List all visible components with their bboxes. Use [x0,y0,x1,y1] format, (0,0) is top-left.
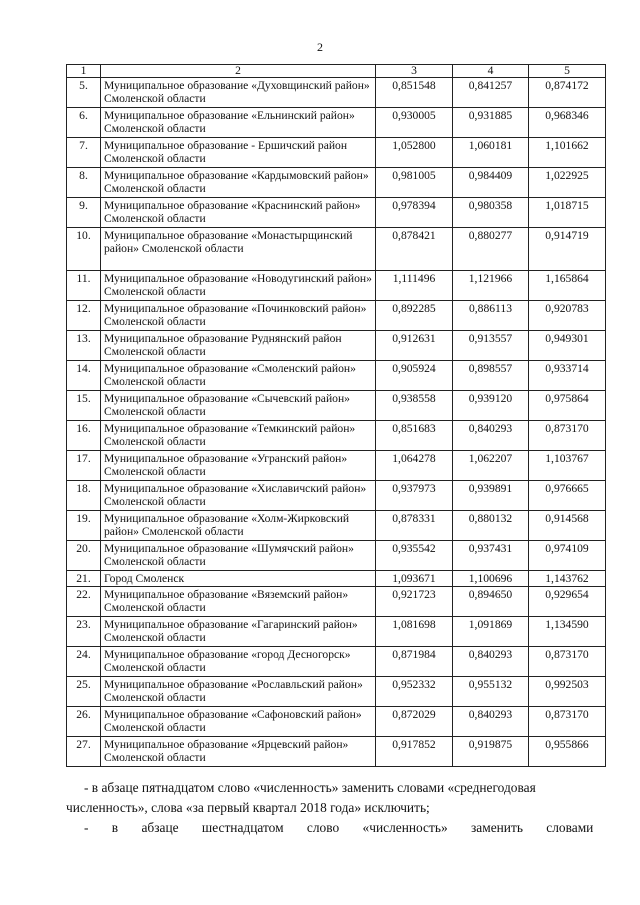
value-col-3: 0,912631 [376,331,453,361]
table-row [67,571,606,587]
value-col-3: 1,093671 [376,571,453,587]
value-col-3: 0,878421 [376,228,453,271]
municipality-name: Муниципальное образование «Хиславичский район» Смоленской области [101,481,376,511]
value-col-3: 0,878331 [376,511,453,541]
value-col-5: 0,920783 [529,301,606,331]
coefficients-table [66,64,606,767]
municipality-name: Муниципальное образование «Сафоновский район» Смоленской области [101,707,376,737]
value-col-3: 1,111496 [376,271,453,301]
value-col-4: 0,886113 [453,301,529,331]
table-row [67,78,606,108]
header-col-5: 5 [529,65,606,78]
municipality-name: Муниципальное образование «Рославльский район» Смоленской области [101,677,376,707]
value-col-3: 0,937973 [376,481,453,511]
value-col-3: 1,081698 [376,617,453,647]
municipality-name: Муниципальное образование «Сычевский район» Смоленской области [101,391,376,421]
value-col-4: 0,937431 [453,541,529,571]
value-col-4: 1,091869 [453,617,529,647]
value-col-4: 0,955132 [453,677,529,707]
value-col-3: 0,981005 [376,168,453,198]
value-col-3: 1,064278 [376,451,453,481]
municipality-name: Муниципальное образование «Новодугинский район» Смоленской области [101,271,376,301]
value-col-4: 0,880277 [453,228,529,271]
value-col-5: 1,022925 [529,168,606,198]
row-number: 10. [67,228,101,271]
value-col-4: 1,121966 [453,271,529,301]
value-col-4: 0,919875 [453,737,529,767]
municipality-name: Муниципальное образование «Шумячский район» Смоленской области [101,541,376,571]
value-col-4: 0,840293 [453,647,529,677]
table-row [67,168,606,198]
table-row [67,271,606,301]
value-col-5: 1,101662 [529,138,606,168]
table-row [67,421,606,451]
row-number: 23. [67,617,101,647]
municipality-name: Муниципальное образование «Ярцевский район» Смоленской области [101,737,376,767]
row-number: 6. [67,108,101,138]
header-col-2: 2 [101,65,376,78]
municipality-name: Муниципальное образование «Смоленский район» Смоленской области [101,361,376,391]
value-col-4: 0,939120 [453,391,529,421]
municipality-name: Муниципальное образование «Монастырщинский район» Смоленской области [101,228,376,271]
value-col-5: 0,949301 [529,331,606,361]
value-col-4: 0,840293 [453,707,529,737]
municipality-name: Муниципальное образование «Угранский район» Смоленской области [101,451,376,481]
value-col-4: 0,894650 [453,587,529,617]
value-col-3: 0,851683 [376,421,453,451]
table-row [67,647,606,677]
value-col-5: 0,968346 [529,108,606,138]
row-number: 13. [67,331,101,361]
value-col-3: 0,935542 [376,541,453,571]
table-row [67,451,606,481]
row-number: 26. [67,707,101,737]
municipality-name: Муниципальное образование «Ельнинский район» Смоленской области [101,108,376,138]
paragraph-line-3: - в абзаце шестнадцатом слово «численность» заменить словами [84,820,594,835]
row-number: 19. [67,511,101,541]
paragraph-line-1: - в абзаце пятнадцатом слово «численность» заменить словами «среднегодовая [84,780,536,795]
header-col-4: 4 [453,65,529,78]
value-col-3: 0,930005 [376,108,453,138]
row-number: 14. [67,361,101,391]
value-col-3: 0,952332 [376,677,453,707]
row-number: 5. [67,78,101,108]
value-col-5: 0,955866 [529,737,606,767]
row-number: 17. [67,451,101,481]
value-col-5: 0,992503 [529,677,606,707]
value-col-5: 0,873170 [529,707,606,737]
table-body [67,78,606,767]
paragraph-line-2: численность», слова «за первый квартал 2018 года» исключить; [66,800,430,815]
municipality-name: Муниципальное образование «Починковский район» Смоленской области [101,301,376,331]
row-number: 21. [67,571,101,587]
row-number: 16. [67,421,101,451]
value-col-4: 0,913557 [453,331,529,361]
table-row [67,108,606,138]
value-col-4: 0,984409 [453,168,529,198]
municipality-name: Муниципальное образование «Темкинский район» Смоленской области [101,421,376,451]
table-row [67,707,606,737]
table-row [67,511,606,541]
municipality-name: Муниципальное образование «Холм-Жирковский район» Смоленской области [101,511,376,541]
value-col-3: 0,938558 [376,391,453,421]
row-number: 8. [67,168,101,198]
value-col-3: 0,851548 [376,78,453,108]
table-row [67,198,606,228]
row-number: 7. [67,138,101,168]
value-col-3: 1,052800 [376,138,453,168]
municipality-name: Муниципальное образование «город Десногорск» Смоленской области [101,647,376,677]
row-number: 27. [67,737,101,767]
value-col-5: 1,165864 [529,271,606,301]
value-col-4: 0,931885 [453,108,529,138]
value-col-3: 0,917852 [376,737,453,767]
value-col-5: 0,929654 [529,587,606,617]
value-col-3: 0,871984 [376,647,453,677]
row-number: 18. [67,481,101,511]
value-col-5: 0,975864 [529,391,606,421]
value-col-5: 1,103767 [529,451,606,481]
value-col-3: 0,872029 [376,707,453,737]
municipality-name: Муниципальное образование «Гагаринский район» Смоленской области [101,617,376,647]
municipality-name: Город Смоленск [101,571,376,587]
table-row [67,587,606,617]
table-row [67,391,606,421]
value-col-3: 0,892285 [376,301,453,331]
value-col-4: 1,100696 [453,571,529,587]
value-col-4: 0,841257 [453,78,529,108]
value-col-5: 0,933714 [529,361,606,391]
table-row [67,617,606,647]
row-number: 22. [67,587,101,617]
value-col-5: 0,873170 [529,421,606,451]
row-number: 9. [67,198,101,228]
table-header-row [67,65,606,78]
value-col-4: 1,060181 [453,138,529,168]
value-col-5: 0,974109 [529,541,606,571]
value-col-5: 1,143762 [529,571,606,587]
value-col-3: 0,905924 [376,361,453,391]
value-col-3: 0,978394 [376,198,453,228]
value-col-5: 0,914719 [529,228,606,271]
header-col-1: 1 [67,65,101,78]
value-col-5: 1,134590 [529,617,606,647]
row-number: 24. [67,647,101,677]
municipality-name: Муниципальное образование «Краснинский район» Смоленской области [101,198,376,228]
row-number: 12. [67,301,101,331]
table-row [67,138,606,168]
municipality-name: Муниципальное образование Руднянский район Смоленской области [101,331,376,361]
table-row [67,541,606,571]
row-number: 11. [67,271,101,301]
municipality-name: Муниципальное образование «Кардымовский район» Смоленской области [101,168,376,198]
row-number: 25. [67,677,101,707]
value-col-4: 0,898557 [453,361,529,391]
header-col-3: 3 [376,65,453,78]
row-number: 20. [67,541,101,571]
table-row [67,301,606,331]
table-row [67,228,606,271]
value-col-5: 0,914568 [529,511,606,541]
table-row [67,677,606,707]
page-number: 2 [317,40,323,54]
value-col-5: 1,018715 [529,198,606,228]
table-row [67,331,606,361]
value-col-5: 0,976665 [529,481,606,511]
value-col-4: 1,062207 [453,451,529,481]
value-col-5: 0,873170 [529,647,606,677]
value-col-4: 0,980358 [453,198,529,228]
municipality-name: Муниципальное образование «Вяземский район» Смоленской области [101,587,376,617]
value-col-4: 0,880132 [453,511,529,541]
municipality-name: Муниципальное образование «Духовщинский район» Смоленской области [101,78,376,108]
value-col-5: 0,874172 [529,78,606,108]
municipality-name: Муниципальное образование - Ершичский район Смоленской области [101,138,376,168]
table-row [67,481,606,511]
table-row [67,361,606,391]
value-col-4: 0,840293 [453,421,529,451]
table-row [67,737,606,767]
value-col-4: 0,939891 [453,481,529,511]
value-col-3: 0,921723 [376,587,453,617]
row-number: 15. [67,391,101,421]
